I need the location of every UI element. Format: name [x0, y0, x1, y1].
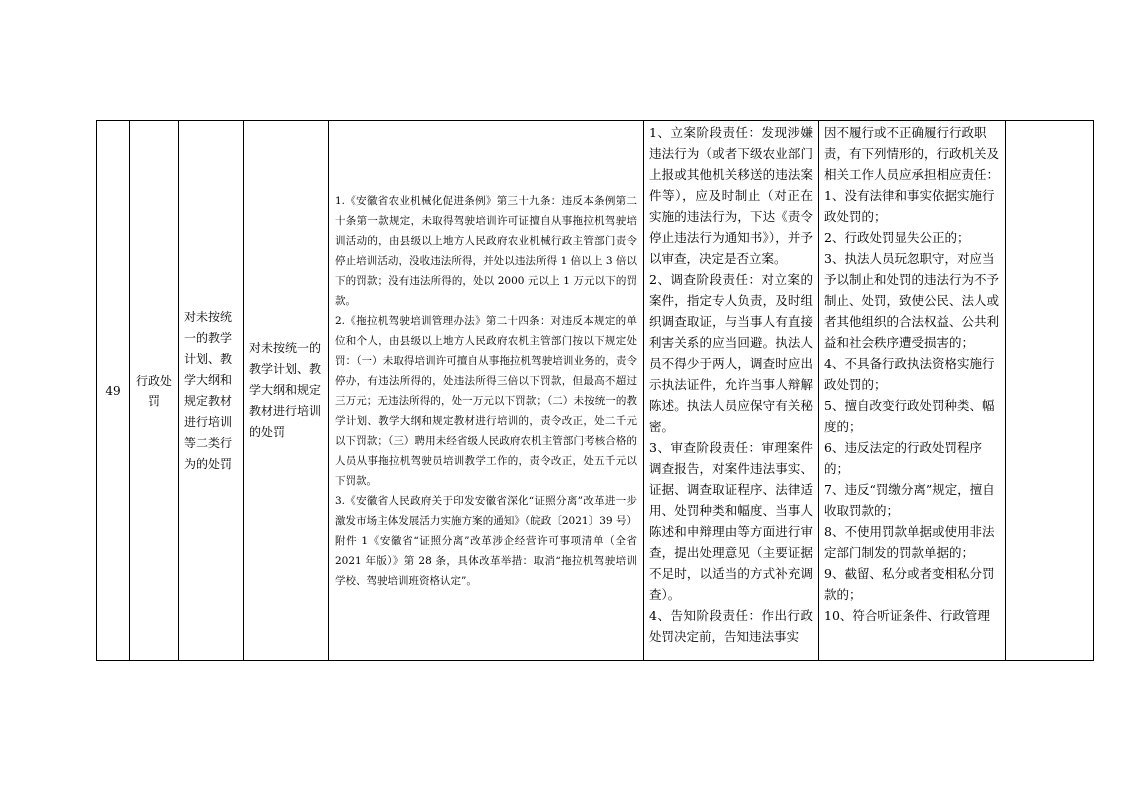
responsibility-paragraph: 3、审查阶段责任：审理案件调查报告，对案件违法事实、证据、调查取证程序、法律适用、处罚种类和幅度、当事人陈述和申辩理由等方面进行审查，提出处理意见（主要证据不足时，以适当的方式补充调查）。: [649, 440, 813, 602]
responsibility-paragraph: 2、调查阶段责任：对立案的案件，指定专人负责，及时组织调查取证，与当事人有直接利害关系的应当回避。执法人员不得少于两人，调查时应出示执法证件，允许当事人辩解陈述。执法人员应保守有关秘密。: [649, 272, 813, 434]
accountability-paragraph: 6、违反法定的行政处罚程序的；: [824, 440, 982, 476]
power-list-table: [96, 120, 1094, 661]
basis-paragraph: 2.《拖拉机驾驶培训管理办法》第二十四条：对违反本规定的单位和个人，由县级以上地方人民政府农机主管部门按以下规定处罚：（一）未取得培训许可擅自从事拖拉机驾驶培训业务的，责令停办，有违法所得的，处违法所得三倍以下罚款，但最高不超过三万元；无违法所得的，处一万元以下罚款；（二）未按统一的教学计划、教学大纲和规定教材进行培训的，责令改正，处二千元以下罚款；（三）聘用未经省级人民政府农机主管部门考核合格的人员从事拖拉机驾驶员培训教学工作的，责令改正，处五千元以下罚款。: [335, 314, 637, 487]
accountability-paragraph: 10、符合听证条件、行政管理: [824, 608, 990, 623]
power-category: 行政处罚: [136, 373, 173, 408]
basis-paragraph: 3.《安徽省人民政府关于印发安徽省深化“证照分离”改革进一步激发市场主体发展活力实施方案的通知》（皖政〔2021〕39 号）附件 1《安徽省“证照分离”改革涉企经营许可事项清单（全省 2021 年版）》第 28 条，具体改革举措：取消“拖拉机驾驶培训学校、驾驶培训班资格认定”。: [335, 494, 637, 587]
legal-basis-cell: [329, 121, 644, 661]
item-name-cell: [179, 121, 244, 661]
basis-paragraph: 1.《安徽省农业机械化促进条例》第三十九条：违反本条例第二十条第一款规定，未取得驾驶培训许可证擅自从事拖拉机驾驶培训活动的，由县级以上地方人民政府农业机械行政主管部门责令停止培训活动，没收违法所得，并处以违法所得 1 倍以上 3 倍以下的罚款；没有违法所得的，处以 2000 元以上 1 万元以下的罚款。: [335, 194, 637, 307]
accountability-paragraph: 8、不使用罚款单据或使用非法定部门制发的罚款单据的；: [824, 524, 995, 560]
responsibility-paragraph: 4、告知阶段责任：作出行政处罚决定前，告知违法事实: [649, 608, 813, 644]
remarks-cell: [1006, 121, 1094, 661]
sub-item-cell: [244, 121, 329, 661]
accountability-paragraph: 5、擅自改变行政处罚种类、幅度的；: [824, 398, 995, 434]
responsibility-cell: [644, 121, 819, 661]
row-number-cell: [97, 121, 130, 661]
row-number: 49: [105, 383, 121, 398]
accountability-paragraph: 2、行政处罚显失公正的；: [824, 230, 970, 245]
accountability-paragraph: 3、执法人员玩忽职守，对应当予以制止和处罚的违法行为不予制止、处罚，致使公民、法人或者其他组织的合法权益、公共利益和社会秩序遭受损害的；: [824, 251, 1000, 350]
legal-basis: [329, 191, 643, 591]
accountability-paragraph: 9、截留、私分或者变相私分罚款的；: [824, 566, 995, 602]
accountability-paragraph: 7、违反“罚缴分离”规定，擅自收取罚款的；: [824, 482, 995, 518]
accountability-paragraph: 因不履行或不正确履行行政职责，有下列情形的，行政机关及相关工作人员应承担相应责任：: [824, 125, 1000, 182]
accountability-paragraph: 1、没有法律和事实依据实施行政处罚的；: [824, 188, 995, 224]
sub-item-name: 对未按统一的教学计划、教学大纲和规定教材进行培训的处罚: [249, 341, 322, 439]
category-cell: [130, 121, 179, 661]
table-row: [97, 121, 1094, 661]
accountability-cell: [819, 121, 1006, 661]
accountability-items: [819, 121, 1005, 627]
responsibility-items: [644, 121, 818, 648]
item-name: 对未按统一的教学计划、教学大纲和规定教材进行培训等二类行为的处罚: [184, 309, 233, 471]
accountability-paragraph: 4、不具备行政执法资格实施行政处罚的；: [824, 356, 995, 392]
responsibility-paragraph: 1、立案阶段责任：发现涉嫌违法行为（或者下级农业部门上报或其他机关移送的违法案件等），应及时制止（对正在实施的违法行为，下达《责令停止违法行为通知书》），并予以审查，决定是否立案。: [649, 125, 813, 266]
